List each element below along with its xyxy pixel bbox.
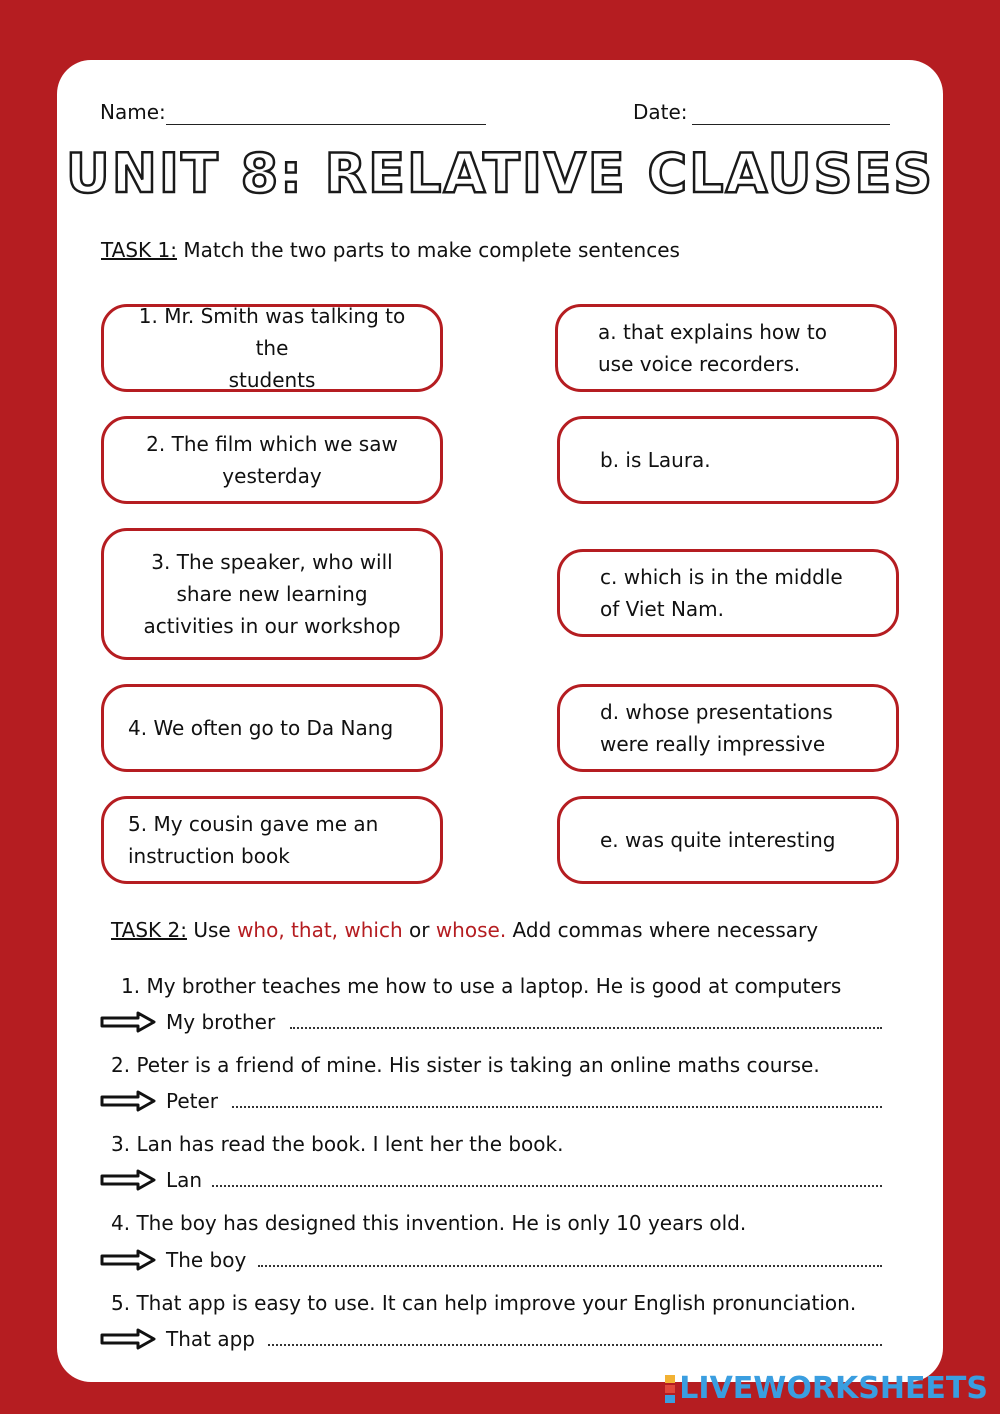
answer-5-start: That app <box>166 1327 255 1351</box>
arrow-right-icon <box>100 1090 156 1112</box>
match-left-4[interactable] <box>101 684 443 772</box>
task2-label: TASK 2: <box>111 918 187 942</box>
task2-heading <box>111 918 818 942</box>
match-left-3-text: 3. The speaker, who will share new learning activities in our workshop <box>143 550 401 638</box>
task1-instruction: Match the two parts to make complete sentences <box>176 238 680 262</box>
answer-row-3 <box>100 1168 202 1192</box>
answer-row-2 <box>100 1089 218 1113</box>
date-label: Date: <box>633 100 688 124</box>
question-2-prompt: 2. Peter is a friend of mine. His sister is taking an online maths course. <box>111 1053 820 1077</box>
task2-or: or <box>402 918 436 942</box>
question-3-prompt: 3. Lan has read the book. I lent her the book. <box>111 1132 564 1156</box>
match-left-1-text: 1. Mr. Smith was talking to the students <box>138 304 406 392</box>
task2-whose: whose. <box>435 918 507 942</box>
arrow-right-icon <box>100 1011 156 1033</box>
task2-use: Use <box>186 918 238 942</box>
task1-heading <box>101 238 680 262</box>
match-left-1[interactable] <box>101 304 443 392</box>
match-right-e[interactable] <box>557 796 899 884</box>
answer-1-input[interactable] <box>290 1027 882 1029</box>
question-1-prompt: 1. My brother teaches me how to use a laptop. He is good at computers <box>121 974 842 998</box>
arrow-right-icon <box>100 1249 156 1271</box>
date-field-line[interactable] <box>692 124 890 125</box>
answer-1-start: My brother <box>166 1010 276 1034</box>
match-right-d[interactable] <box>557 684 899 772</box>
name-label: Name: <box>100 100 166 124</box>
task2-rest: Add commas where necessary <box>506 918 819 942</box>
match-left-2-text: 2. The film which we saw yesterday <box>146 432 398 488</box>
answer-2-input[interactable] <box>232 1106 882 1108</box>
answer-row-4 <box>100 1248 246 1272</box>
answer-row-5 <box>100 1327 255 1351</box>
name-field-line[interactable] <box>166 124 486 125</box>
match-right-c-text: c. which is in the middle of Viet Nam. <box>600 565 843 621</box>
answer-row-1 <box>100 1010 275 1034</box>
answer-4-input[interactable] <box>258 1265 882 1267</box>
liveworksheets-logo <box>665 1371 988 1406</box>
arrow-right-icon <box>100 1328 156 1350</box>
question-4-prompt: 4. The boy has designed this invention. He is only 10 years old. <box>111 1211 747 1235</box>
match-right-a-text: a. that explains how to use voice recorders. <box>598 320 827 376</box>
answer-3-start: Lan <box>166 1168 203 1192</box>
match-left-5-text: 5. My cousin gave me an instruction book <box>128 812 379 868</box>
page-title: UNIT 8: RELATIVE CLAUSES <box>65 142 935 205</box>
match-left-4-text: 4. We often go to Da Nang <box>128 716 394 740</box>
task2-words: who, that, which <box>237 918 403 942</box>
question-5-prompt: 5. That app is easy to use. It can help improve your English pronunciation. <box>111 1291 857 1315</box>
match-left-5[interactable] <box>101 796 443 884</box>
answer-3-input[interactable] <box>212 1185 882 1187</box>
arrow-right-icon <box>100 1169 156 1191</box>
match-right-b[interactable] <box>557 416 899 504</box>
match-left-3[interactable] <box>101 528 443 660</box>
match-right-b-text: b. is Laura. <box>600 448 711 472</box>
brand-text: LIVEWORKSHEETS <box>679 1371 988 1406</box>
answer-5-input[interactable] <box>268 1344 882 1346</box>
answer-2-start: Peter <box>166 1089 219 1113</box>
match-left-2[interactable] <box>101 416 443 504</box>
task1-label: TASK 1: <box>101 238 177 262</box>
match-right-d-text: d. whose presentations were really impressive <box>600 700 833 756</box>
match-right-c[interactable] <box>557 549 899 637</box>
answer-4-start: The boy <box>166 1248 247 1272</box>
match-right-a[interactable] <box>555 304 897 392</box>
logo-mark-icon <box>665 1374 675 1404</box>
match-right-e-text: e. was quite interesting <box>600 828 836 852</box>
